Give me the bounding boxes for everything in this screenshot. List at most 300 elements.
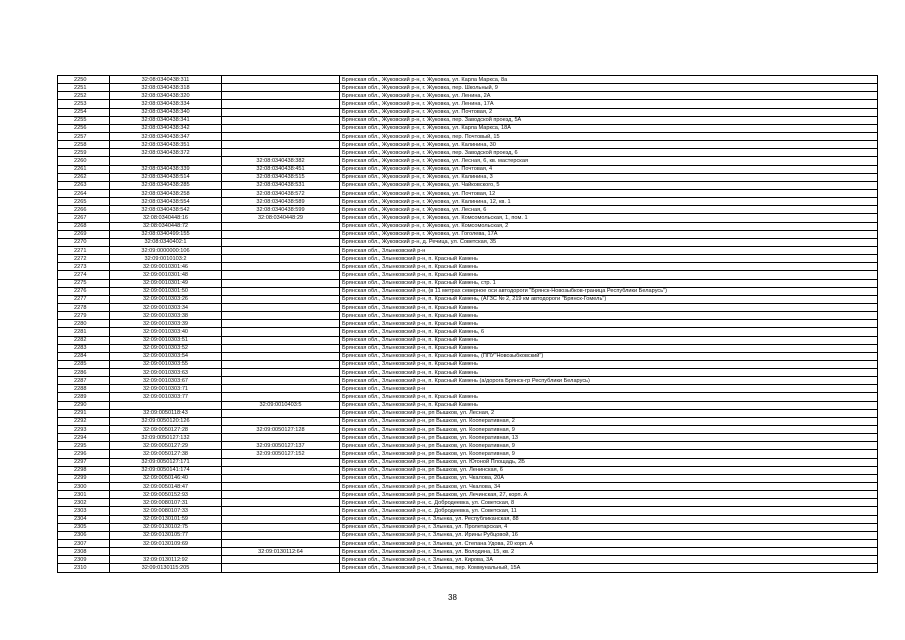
parent-cadastral-number-cell <box>222 352 340 360</box>
row-number-cell: 2300 <box>58 483 110 491</box>
cadastral-number-cell: 32:09:0010303:39 <box>110 320 222 328</box>
address-cell: Брянская обл., Жуковский р-н, г. Жуковка, ул. Лесная, 6, кв. мастерская <box>340 157 878 165</box>
parent-cadastral-number-cell <box>222 417 340 425</box>
cadastral-number-cell: 32:09:0050127:132 <box>110 434 222 442</box>
table-row <box>58 206 878 214</box>
address-cell: Брянская обл., Жуковский р-н, г. Жуковка, ул. Комсомольская, 1, пом. 1 <box>340 214 878 222</box>
parent-cadastral-number-cell <box>222 385 340 393</box>
address-cell: Брянская обл., Злынковский р-н, рп Вышков, ул. Югоной Площадь, 2Б <box>340 458 878 466</box>
cadastral-number-cell: 32:09:0010303:54 <box>110 352 222 360</box>
table-row <box>58 222 878 230</box>
cadastral-number-cell: 32:09:0050141:174 <box>110 466 222 474</box>
cadastral-number-cell: 32:08:0340499:155 <box>110 230 222 238</box>
cadastral-number-cell: 32:09:0130102:75 <box>110 523 222 531</box>
parent-cadastral-number-cell <box>222 515 340 523</box>
cadastral-number-cell: 32:09:0010103:2 <box>110 255 222 263</box>
cadastral-number-cell: 32:08:0340438:347 <box>110 132 222 140</box>
table-row <box>58 312 878 320</box>
table-row <box>58 230 878 238</box>
cadastral-number-cell: 32:09:0010303:67 <box>110 377 222 385</box>
address-cell: Брянская обл., Злынковский р-н, г. Злынка, пер. Коммунальный, 15А <box>340 564 878 572</box>
address-cell: Брянская обл., Злынковский р-н, рп Вышков, ул. Ленинская, 6 <box>340 466 878 474</box>
table-row <box>58 344 878 352</box>
address-cell: Брянская обл., Злынковский р-н, п. Красный Камень, (АГЗС № 2, 219 км автодороги "Брянск-Гомель") <box>340 295 878 303</box>
row-number-cell: 2264 <box>58 189 110 197</box>
row-number-cell: 2268 <box>58 222 110 230</box>
address-cell: Брянская обл., Злынковский р-н, п. Красный Камень, 6 <box>340 328 878 336</box>
cadastral-number-cell: 32:09:0010303:55 <box>110 360 222 368</box>
page-number: 38 <box>448 593 457 602</box>
row-number-cell: 2310 <box>58 564 110 572</box>
parent-cadastral-number-cell <box>222 312 340 320</box>
parent-cadastral-number-cell <box>222 303 340 311</box>
cadastral-number-cell: 32:09:0010301:49 <box>110 279 222 287</box>
row-number-cell: 2258 <box>58 141 110 149</box>
row-number-cell: 2306 <box>58 531 110 539</box>
row-number-cell: 2279 <box>58 312 110 320</box>
address-cell: Брянская обл., Злынковский р-н, г. Злынка, ул. Пролетарская, 4 <box>340 523 878 531</box>
table-row <box>58 271 878 279</box>
row-number-cell: 2265 <box>58 198 110 206</box>
address-cell: Брянская обл., Злынковский р-н, с. Добродеевка, ул. Советская, 8 <box>340 499 878 507</box>
address-cell: Брянская обл., Злынковский р-н, п. Красный Камень, (ППУ"Новозыбковский") <box>340 352 878 360</box>
row-number-cell: 2250 <box>58 76 110 84</box>
table-row <box>58 303 878 311</box>
cadastral-number-cell: 32:09:0010303:63 <box>110 369 222 377</box>
row-number-cell: 2291 <box>58 409 110 417</box>
row-number-cell: 2290 <box>58 401 110 409</box>
table-row <box>58 369 878 377</box>
table-row <box>58 336 878 344</box>
parent-cadastral-number-cell <box>222 222 340 230</box>
row-number-cell: 2275 <box>58 279 110 287</box>
row-number-cell: 2251 <box>58 84 110 92</box>
address-cell: Брянская обл., Злынковский р-н, (в 11 метрах северное оси автодороги "Брянск-Новозыбков-граница Республики Беларусь") <box>340 287 878 295</box>
parent-cadastral-number-cell <box>222 531 340 539</box>
cadastral-number-cell: 32:08:0340448:16 <box>110 214 222 222</box>
address-cell: Брянская обл., Жуковский р-н, г. Жуковка, пер. Школьный, 9 <box>340 84 878 92</box>
row-number-cell: 2289 <box>58 393 110 401</box>
table-row <box>58 491 878 499</box>
row-number-cell: 2297 <box>58 458 110 466</box>
table-row <box>58 287 878 295</box>
row-number-cell: 2281 <box>58 328 110 336</box>
table-row <box>58 157 878 165</box>
row-number-cell: 2305 <box>58 523 110 531</box>
parent-cadastral-number-cell <box>222 458 340 466</box>
parent-cadastral-number-cell <box>222 434 340 442</box>
table-row <box>58 295 878 303</box>
row-number-cell: 2301 <box>58 491 110 499</box>
cadastral-number-cell: 32:09:0010301:50 <box>110 287 222 295</box>
parent-cadastral-number-cell: 32:08:0340438:515 <box>222 173 340 181</box>
cadastral-number-cell: 32:09:0130105:77 <box>110 531 222 539</box>
cadastral-number-cell: 32:08:0340402:1 <box>110 238 222 246</box>
cadastral-number-cell: 32:09:0050118:43 <box>110 409 222 417</box>
address-cell: Брянская обл., Злынковский р-н, п. Красный Камень <box>340 271 878 279</box>
parent-cadastral-number-cell <box>222 474 340 482</box>
table-row <box>58 320 878 328</box>
address-cell: Брянская обл., Жуковский р-н, г. Жуковка, ул. Калинина, 30 <box>340 141 878 149</box>
table-row <box>58 442 878 450</box>
cadastral-number-cell: 32:09:0010303:26 <box>110 295 222 303</box>
row-number-cell: 2274 <box>58 271 110 279</box>
cadastral-number-cell: 32:09:0010303:40 <box>110 328 222 336</box>
row-number-cell: 2263 <box>58 181 110 189</box>
parent-cadastral-number-cell <box>222 483 340 491</box>
row-number-cell: 2285 <box>58 360 110 368</box>
address-cell: Брянская обл., Злынковский р-н, рп Вышков, ул. Чкалова, 20А <box>340 474 878 482</box>
parent-cadastral-number-cell: 32:08:0340438:382 <box>222 157 340 165</box>
cadastral-number-cell: 32:08:0340438:342 <box>110 124 222 132</box>
parent-cadastral-number-cell <box>222 540 340 548</box>
table-row <box>58 132 878 140</box>
parent-cadastral-number-cell: 32:09:0050127:152 <box>222 450 340 458</box>
table-row <box>58 417 878 425</box>
address-cell: Брянская обл., Злынковский р-н, с. Добродеевка, ул. Советская, 11 <box>340 507 878 515</box>
parent-cadastral-number-cell <box>222 279 340 287</box>
address-cell: Брянская обл., Злынковский р-н <box>340 385 878 393</box>
table-row <box>58 141 878 149</box>
address-cell: Брянская обл., Жуковский р-н, г. Жуковка, пер. Заводской проезд, 5А <box>340 116 878 124</box>
table-row <box>58 189 878 197</box>
row-number-cell: 2271 <box>58 246 110 254</box>
table-row <box>58 92 878 100</box>
parent-cadastral-number-cell <box>222 263 340 271</box>
parent-cadastral-number-cell: 32:08:0340438:572 <box>222 189 340 197</box>
address-cell: Брянская обл., Жуковский р-н, д. Речица, ул. Советская, 35 <box>340 238 878 246</box>
address-cell: Брянская обл., Злынковский р-н, п. Красный Камень <box>340 401 878 409</box>
table-row <box>58 149 878 157</box>
row-number-cell: 2256 <box>58 124 110 132</box>
row-number-cell: 2273 <box>58 263 110 271</box>
row-number-cell: 2260 <box>58 157 110 165</box>
parent-cadastral-number-cell <box>222 271 340 279</box>
parent-cadastral-number-cell <box>222 124 340 132</box>
cadastral-number-cell: 32:09:0010303:77 <box>110 393 222 401</box>
table-row <box>58 531 878 539</box>
cadastral-number-cell: 32:09:0080107:33 <box>110 507 222 515</box>
cadastral-number-cell: 32:08:0340438:341 <box>110 116 222 124</box>
cadastral-number-cell: 32:08:0340438:311 <box>110 76 222 84</box>
cadastral-number-cell <box>110 548 222 556</box>
cadastral-number-cell: 32:09:0000000:106 <box>110 246 222 254</box>
address-cell: Брянская обл., Злынковский р-н, рп Вышков, ул. Кооперативная, 9 <box>340 442 878 450</box>
table-row <box>58 540 878 548</box>
row-number-cell: 2253 <box>58 100 110 108</box>
table-row <box>58 84 878 92</box>
address-cell: Брянская обл., Злынковский р-н, г. Злынка, ул. Республиканская, 88 <box>340 515 878 523</box>
row-number-cell: 2269 <box>58 230 110 238</box>
row-number-cell: 2266 <box>58 206 110 214</box>
cadastral-number-cell: 32:09:0050152:93 <box>110 491 222 499</box>
parent-cadastral-number-cell <box>222 295 340 303</box>
address-cell: Брянская обл., Жуковский р-н, г. Жуковка, ул. Почтовая, 12 <box>340 189 878 197</box>
address-cell: Брянская обл., Злынковский р-н, рп Вышков, ул. Лечинская, 27, корп. А <box>340 491 878 499</box>
parent-cadastral-number-cell <box>222 100 340 108</box>
parent-cadastral-number-cell <box>222 108 340 116</box>
row-number-cell: 2293 <box>58 426 110 434</box>
cadastral-number-cell: 32:09:0050127:171 <box>110 458 222 466</box>
address-cell: Брянская обл., Жуковский р-н, г. Жуковка, ул. Комсомольская, 2 <box>340 222 878 230</box>
row-number-cell: 2287 <box>58 377 110 385</box>
row-number-cell: 2282 <box>58 336 110 344</box>
address-cell: Брянская обл., Злынковский р-н, п. Красный Камень <box>340 393 878 401</box>
address-cell: Брянская обл., Злынковский р-н, рп Вышков, ул. Кооперативная, 9 <box>340 450 878 458</box>
table-row <box>58 523 878 531</box>
address-cell: Брянская обл., Жуковский р-н, г. Жуковка, ул. Карла Маркса, 18А <box>340 124 878 132</box>
address-cell: Брянская обл., Жуковский р-н, г. Жуковка, пер. Заводской проезд, 6 <box>340 149 878 157</box>
cadastral-number-cell: 32:09:0050120:126 <box>110 417 222 425</box>
parent-cadastral-number-cell <box>222 132 340 140</box>
cadastral-number-cell: 32:08:0340438:339 <box>110 165 222 173</box>
parent-cadastral-number-cell <box>222 369 340 377</box>
row-number-cell: 2309 <box>58 556 110 564</box>
row-number-cell: 2284 <box>58 352 110 360</box>
parent-cadastral-number-cell <box>222 230 340 238</box>
address-cell: Брянская обл., Злынковский р-н, п. Красный Камень <box>340 344 878 352</box>
address-cell: Брянская обл., Злынковский р-н, п. Красный Камень <box>340 255 878 263</box>
cadastral-number-cell: 32:09:0080107:31 <box>110 499 222 507</box>
table-row <box>58 409 878 417</box>
table-row <box>58 108 878 116</box>
table-row <box>58 466 878 474</box>
cadastral-number-cell: 32:09:0050127:38 <box>110 450 222 458</box>
table-row <box>58 515 878 523</box>
row-number-cell: 2286 <box>58 369 110 377</box>
address-cell: Брянская обл., Злынковский р-н, г. Злынка, ул. Степана Удова, 20 корп. А <box>340 540 878 548</box>
parent-cadastral-number-cell: 32:08:0340438:451 <box>222 165 340 173</box>
row-number-cell: 2270 <box>58 238 110 246</box>
table-row <box>58 548 878 556</box>
table-row <box>58 116 878 124</box>
table-row <box>58 246 878 254</box>
row-number-cell: 2298 <box>58 466 110 474</box>
address-cell: Брянская обл., Злынковский р-н, п. Красный Камень <box>340 320 878 328</box>
row-number-cell: 2276 <box>58 287 110 295</box>
table-row <box>58 499 878 507</box>
cadastral-number-cell: 32:09:0050127:28 <box>110 426 222 434</box>
table-row <box>58 352 878 360</box>
table-row <box>58 124 878 132</box>
table-row <box>58 377 878 385</box>
parent-cadastral-number-cell <box>222 255 340 263</box>
parent-cadastral-number-cell <box>222 336 340 344</box>
row-number-cell: 2262 <box>58 173 110 181</box>
row-number-cell: 2255 <box>58 116 110 124</box>
row-number-cell: 2278 <box>58 303 110 311</box>
row-number-cell: 2280 <box>58 320 110 328</box>
parent-cadastral-number-cell: 32:09:0010403:5 <box>222 401 340 409</box>
cadastral-number-cell: 32:09:0010303:51 <box>110 336 222 344</box>
table-row <box>58 165 878 173</box>
parent-cadastral-number-cell <box>222 238 340 246</box>
row-number-cell: 2299 <box>58 474 110 482</box>
cadastral-number-cell: 32:09:0050146:40 <box>110 474 222 482</box>
cadastral-number-cell: 32:08:0340438:372 <box>110 149 222 157</box>
row-number-cell: 2288 <box>58 385 110 393</box>
cadastral-number-cell: 32:09:0010303:71 <box>110 385 222 393</box>
parent-cadastral-number-cell <box>222 377 340 385</box>
table-row <box>58 474 878 482</box>
cadastral-number-cell: 32:09:0050148:47 <box>110 483 222 491</box>
cadastral-number-cell: 32:09:0010301:46 <box>110 263 222 271</box>
parent-cadastral-number-cell: 32:08:0340438:589 <box>222 198 340 206</box>
table-row <box>58 507 878 515</box>
cadastral-number-cell: 32:08:0340448:72 <box>110 222 222 230</box>
parent-cadastral-number-cell <box>222 393 340 401</box>
row-number-cell: 2272 <box>58 255 110 263</box>
table-row <box>58 328 878 336</box>
cadastral-number-cell: 32:09:0130101:59 <box>110 515 222 523</box>
address-cell: Брянская обл., Злынковский р-н, г. Злынка, ул. Кирова, 3А <box>340 556 878 564</box>
address-cell: Брянская обл., Жуковский р-н, г. Жуковка, ул. Гоголева, 17А <box>340 230 878 238</box>
table-row <box>58 76 878 84</box>
parent-cadastral-number-cell <box>222 523 340 531</box>
parent-cadastral-number-cell <box>222 556 340 564</box>
parent-cadastral-number-cell <box>222 92 340 100</box>
address-cell: Брянская обл., Жуковский р-н, г. Жуковка, ул. Ленина, 2А <box>340 92 878 100</box>
address-cell: Брянская обл., Злынковский р-н <box>340 246 878 254</box>
cadastral-number-cell: 32:08:0340438:542 <box>110 206 222 214</box>
cadastral-number-cell: 32:08:0340438:351 <box>110 141 222 149</box>
table-row <box>58 255 878 263</box>
parent-cadastral-number-cell <box>222 344 340 352</box>
cadastral-number-cell: 32:08:0340438:320 <box>110 92 222 100</box>
address-cell: Брянская обл., Жуковский р-н, г. Жуковка, ул. Калинина, 12, кв. 1 <box>340 198 878 206</box>
address-cell: Брянская обл., Жуковский р-н, г. Жуковка, ул. Чайковского, 5 <box>340 181 878 189</box>
row-number-cell: 2296 <box>58 450 110 458</box>
address-cell: Брянская обл., Злынковский р-н, п. Красный Камень <box>340 336 878 344</box>
parent-cadastral-number-cell: 32:08:0340438:599 <box>222 206 340 214</box>
parent-cadastral-number-cell: 32:09:0050127:128 <box>222 426 340 434</box>
table-row <box>58 426 878 434</box>
parent-cadastral-number-cell <box>222 564 340 572</box>
address-cell: Брянская обл., Злынковский р-н, п. Красный Камень <box>340 360 878 368</box>
table-row <box>58 450 878 458</box>
table-row <box>58 360 878 368</box>
address-cell: Брянская обл., Злынковский р-н, рп Вышков, ул. Кооперативная, 13 <box>340 434 878 442</box>
table-row <box>58 401 878 409</box>
table-row <box>58 483 878 491</box>
address-cell: Брянская обл., Жуковский р-н, г. Жуковка, ул. Калинина, 3 <box>340 173 878 181</box>
parent-cadastral-number-cell: 32:08:0340438:531 <box>222 181 340 189</box>
table-row <box>58 214 878 222</box>
row-number-cell: 2292 <box>58 417 110 425</box>
row-number-cell: 2303 <box>58 507 110 515</box>
cadastral-number-cell: 32:09:0130115:205 <box>110 564 222 572</box>
parent-cadastral-number-cell: 32:08:0340448:29 <box>222 214 340 222</box>
table-row <box>58 173 878 181</box>
row-number-cell: 2304 <box>58 515 110 523</box>
cadastral-number-cell: 32:09:0010303:34 <box>110 303 222 311</box>
parent-cadastral-number-cell <box>222 287 340 295</box>
parent-cadastral-number-cell <box>222 116 340 124</box>
row-number-cell: 2307 <box>58 540 110 548</box>
address-cell: Брянская обл., Злынковский р-н, п. Красный Камень (а/дорога Брянск-гр Республики Беларусь) <box>340 377 878 385</box>
parent-cadastral-number-cell <box>222 76 340 84</box>
parent-cadastral-number-cell: 32:09:0130112:64 <box>222 548 340 556</box>
row-number-cell: 2294 <box>58 434 110 442</box>
row-number-cell: 2254 <box>58 108 110 116</box>
address-cell: Брянская обл., Жуковский р-н, г. Жуковка, ул. Лесная, 6 <box>340 206 878 214</box>
cadastral-number-cell: 32:09:0010301:48 <box>110 271 222 279</box>
row-number-cell: 2267 <box>58 214 110 222</box>
address-cell: Брянская обл., Злынковский р-н, г. Злынка, ул. Ирины Рубцовой, 16 <box>340 531 878 539</box>
table-row <box>58 385 878 393</box>
cadastral-number-cell: 32:08:0340438:285 <box>110 181 222 189</box>
table-row <box>58 198 878 206</box>
table-row <box>58 434 878 442</box>
address-cell: Брянская обл., Злынковский р-н, п. Красный Камень <box>340 303 878 311</box>
table-row <box>58 564 878 572</box>
parent-cadastral-number-cell <box>222 360 340 368</box>
parent-cadastral-number-cell <box>222 149 340 157</box>
cadastral-number-cell: 32:08:0340438:554 <box>110 198 222 206</box>
address-cell: Брянская обл., Жуковский р-н, г. Жуковка, ул. Карла Маркса, 8а <box>340 76 878 84</box>
table-row <box>58 263 878 271</box>
table-row <box>58 181 878 189</box>
table-row <box>58 556 878 564</box>
parent-cadastral-number-cell <box>222 246 340 254</box>
cadastral-number-cell: 32:09:0130109:69 <box>110 540 222 548</box>
row-number-cell: 2261 <box>58 165 110 173</box>
cadastral-number-cell <box>110 157 222 165</box>
address-cell: Брянская обл., Жуковский р-н, г. Жуковка, ул. Почтовая, 2 <box>340 108 878 116</box>
cadastral-number-cell: 32:09:0010303:38 <box>110 312 222 320</box>
table-row <box>58 100 878 108</box>
parent-cadastral-number-cell <box>222 507 340 515</box>
table-row <box>58 458 878 466</box>
cadastral-number-cell: 32:09:0010303:52 <box>110 344 222 352</box>
address-cell: Брянская обл., Злынковский р-н, рп Вышков, ул. Кооперативная, 9 <box>340 426 878 434</box>
cadastral-number-cell: 32:08:0340438:514 <box>110 173 222 181</box>
parent-cadastral-number-cell <box>222 328 340 336</box>
row-number-cell: 2295 <box>58 442 110 450</box>
address-cell: Брянская обл., Злынковский р-н, п. Красный Камень, стр. 1 <box>340 279 878 287</box>
cadastral-number-cell: 32:09:0050127:29 <box>110 442 222 450</box>
row-number-cell: 2257 <box>58 132 110 140</box>
cadastral-number-cell: 32:08:0340438:318 <box>110 84 222 92</box>
address-cell: Брянская обл., Злынковский р-н, рп Вышков, ул. Кооперативная, 2 <box>340 417 878 425</box>
registry-table <box>57 75 878 573</box>
address-cell: Брянская обл., Злынковский р-н, п. Красный Камень <box>340 263 878 271</box>
cadastral-number-cell: 32:08:0340438:334 <box>110 100 222 108</box>
cadastral-number-cell: 32:08:0340438:258 <box>110 189 222 197</box>
address-cell: Брянская обл., Злынковский р-н, рп Вышков, ул. Лесная, 2 <box>340 409 878 417</box>
cadastral-number-cell <box>110 401 222 409</box>
table-row <box>58 238 878 246</box>
cadastral-number-cell: 32:08:0340438:340 <box>110 108 222 116</box>
parent-cadastral-number-cell <box>222 499 340 507</box>
parent-cadastral-number-cell <box>222 141 340 149</box>
parent-cadastral-number-cell: 32:09:0050127:137 <box>222 442 340 450</box>
address-cell: Брянская обл., Жуковский р-н, г. Жуковка, пер. Почтовый, 15 <box>340 132 878 140</box>
row-number-cell: 2259 <box>58 149 110 157</box>
row-number-cell: 2252 <box>58 92 110 100</box>
address-cell: Брянская обл., Злынковский р-н, рп Вышков, ул. Чкалова, 34 <box>340 483 878 491</box>
parent-cadastral-number-cell <box>222 491 340 499</box>
address-cell: Брянская обл., Жуковский р-н, г. Жуковка, ул. Почтовая, 4 <box>340 165 878 173</box>
row-number-cell: 2283 <box>58 344 110 352</box>
address-cell: Брянская обл., Жуковский р-н, г. Жуковка, ул. Ленина, 17А <box>340 100 878 108</box>
cadastral-number-cell: 32:09:0130112:92 <box>110 556 222 564</box>
parent-cadastral-number-cell <box>222 409 340 417</box>
address-cell: Брянская обл., Злынковский р-н, п. Красный Камень <box>340 312 878 320</box>
registry-table-body <box>58 76 878 573</box>
parent-cadastral-number-cell <box>222 84 340 92</box>
address-cell: Брянская обл., Злынковский р-н, г. Злынка, ул. Володина, 15, кв. 2 <box>340 548 878 556</box>
